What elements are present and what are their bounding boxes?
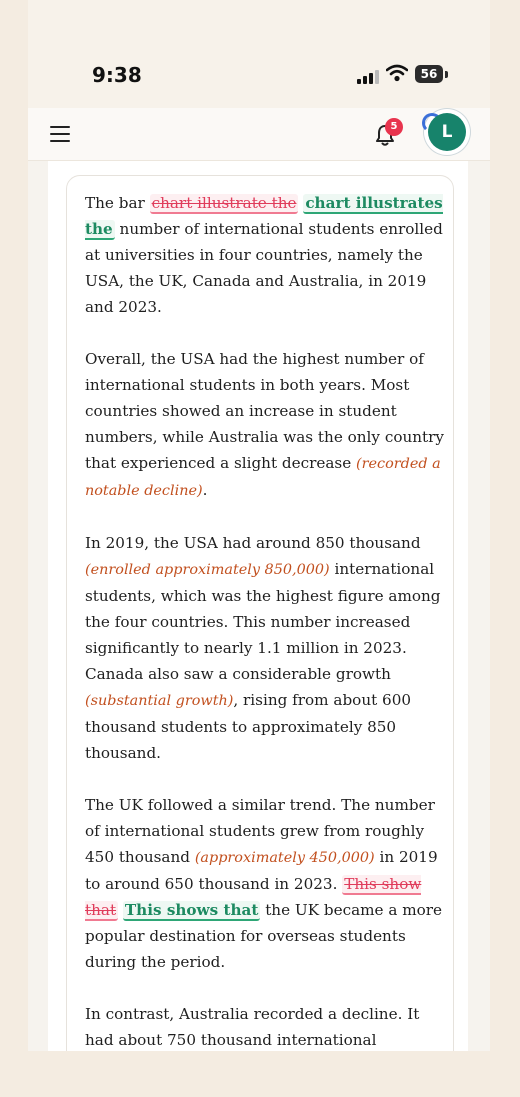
profile-button[interactable] bbox=[424, 109, 470, 155]
essay-text-segment: the UK became a more popular destination for overseas students during the period. bbox=[85, 901, 443, 971]
hamburger-menu-icon[interactable] bbox=[50, 125, 70, 143]
paragraph-intro bbox=[85, 190, 445, 320]
app-header bbox=[28, 108, 490, 161]
suggestion-note[interactable]: (recorded a notable decline) bbox=[85, 456, 441, 499]
main-content bbox=[48, 161, 468, 1051]
battery-cap bbox=[445, 71, 448, 78]
battery-icon: 56 bbox=[415, 65, 443, 83]
essay-text-segment: The bar bbox=[85, 194, 150, 212]
paragraph-overview bbox=[85, 346, 445, 504]
paragraph-usa-canada bbox=[85, 530, 445, 766]
essay-text-segment: , rising from about 600 thousand students to approximately 850 thousand. bbox=[85, 691, 412, 762]
essay-text-segment: number of international students enrolled at universities in four countries, namely the USA, the UK, Canada and Australia, in 2019 and 2023. bbox=[85, 220, 443, 316]
deleted-text[interactable]: This show that bbox=[85, 875, 422, 919]
essay-text bbox=[85, 190, 445, 1051]
suggestion-note[interactable]: (substantial growth) bbox=[85, 693, 234, 709]
essay-text-segment: . bbox=[202, 481, 208, 499]
inserted-correction[interactable]: This shows that bbox=[124, 901, 259, 919]
suggestion-note[interactable]: (enrolled approximately 850,000) bbox=[85, 562, 330, 578]
status-bar bbox=[28, 0, 490, 108]
suggestion-note[interactable]: (approximately 450,000) bbox=[194, 850, 375, 866]
paragraph-uk bbox=[85, 792, 445, 975]
wifi-icon bbox=[386, 64, 408, 82]
cellular-signal-icon bbox=[357, 68, 379, 84]
avatar: L bbox=[428, 113, 466, 151]
essay-card bbox=[66, 175, 454, 1051]
status-time: 9:38 bbox=[92, 63, 142, 87]
deleted-text[interactable]: chart illustrate the bbox=[151, 194, 297, 212]
phone-screen bbox=[28, 0, 490, 1051]
essay-text-segment: in 2019 to around 650 thousand in 2023. bbox=[85, 848, 438, 893]
essay-text-segment: The UK followed a similar trend. The number of international students grew from roughly 450 thousand bbox=[85, 796, 435, 866]
inserted-correction[interactable]: chart illustrates the bbox=[85, 194, 443, 238]
essay-text-segment: In 2019, the USA had around 850 thousand bbox=[85, 534, 421, 552]
essay-text-segment: international students, which was the highest figure among the four countries. This number increased significantly to nearly 1.1 million in 2023. Canada also saw a considerable growth bbox=[85, 560, 441, 683]
paragraph-australia bbox=[85, 1001, 445, 1051]
notification-badge: 5 bbox=[385, 118, 403, 136]
essay-text-segment: Overall, the USA had the highest number of international students in both years. Most countries showed an increase in student numbers, while Australia was the only country that experienced a slight decrease bbox=[85, 350, 444, 472]
essay-text-segment: In contrast, Australia recorded a decline. It had about 750 thousand international bbox=[85, 1005, 420, 1049]
